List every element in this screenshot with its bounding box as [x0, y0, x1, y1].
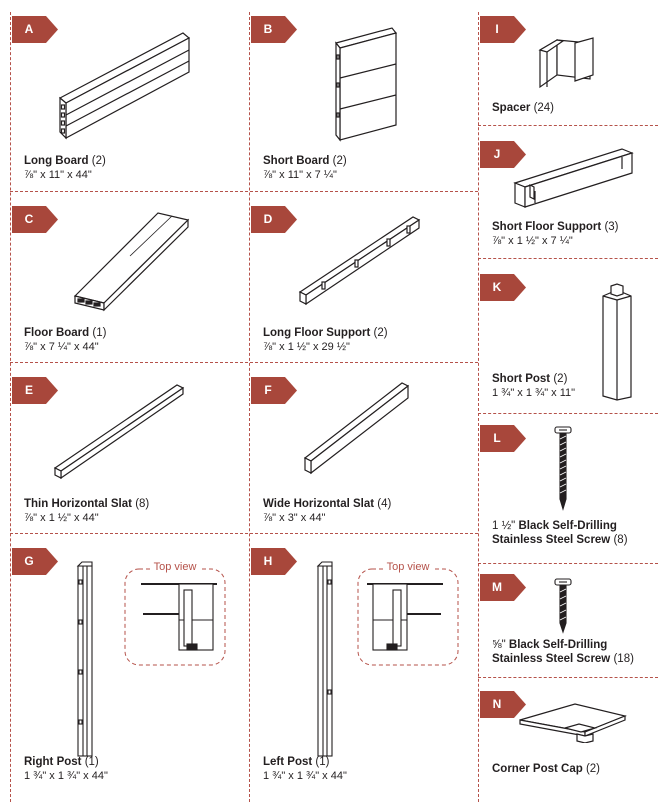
- divider-col2: [478, 12, 479, 802]
- corner-post-cap-icon: [515, 698, 630, 743]
- part-tag-j: J: [480, 141, 528, 168]
- short-post-icon: [597, 282, 637, 402]
- floor-board-icon: [70, 208, 195, 318]
- part-label-h: Left Post (1) 1 ¾" x 1 ¾" x 44": [263, 756, 347, 782]
- short-board-icon: [330, 25, 405, 145]
- part-tag-l: L: [480, 425, 528, 452]
- left-post-icon: [313, 560, 337, 760]
- divider-right-5: [478, 677, 658, 678]
- divider-col1: [249, 12, 250, 802]
- part-tag-a: A: [12, 16, 60, 43]
- part-label-j: Short Floor Support (3) ⅞" x 1 ½" x 7 ¼": [492, 221, 619, 247]
- part-label-g: Right Post (1) 1 ¾" x 1 ¾" x 44": [24, 756, 108, 782]
- divider-row2: [10, 362, 478, 363]
- right-post-topview: Top view: [124, 568, 226, 666]
- part-tag-c: C: [12, 206, 60, 233]
- part-label-e: Thin Horizontal Slat (8) ⅞" x 1 ½" x 44": [24, 498, 150, 524]
- part-label-n: Corner Post Cap (2): [492, 763, 601, 775]
- divider-right-3: [478, 413, 658, 414]
- part-tag-e: E: [12, 377, 60, 404]
- part-label-c: Floor Board (1) ⅞" x 7 ¼" x 44": [24, 327, 107, 353]
- divider-row1: [10, 191, 478, 192]
- part-label-m: ⅝" Black Self-Drilling Stainless Steel Screw (18): [492, 639, 634, 665]
- spacer-icon: [535, 35, 605, 95]
- divider-row3: [10, 533, 478, 534]
- right-post-icon: [74, 560, 98, 760]
- part-tag-b: B: [251, 16, 299, 43]
- part-label-i: Spacer (24): [492, 102, 555, 114]
- divider-right-1: [478, 125, 658, 126]
- divider-right-4: [478, 563, 658, 564]
- short-screw-icon: [553, 575, 573, 635]
- part-label-l: 1 ½" Black Self-Drilling Stainless Steel Screw (8): [492, 520, 628, 546]
- part-label-b: Short Board (2) ⅞" x 11" x 7 ¼": [263, 155, 347, 181]
- divider-right-2: [478, 258, 658, 259]
- part-tag-k: K: [480, 274, 528, 301]
- part-tag-f: F: [251, 377, 299, 404]
- left-post-topview: Top view: [357, 568, 459, 666]
- long-floor-support-icon: [295, 212, 430, 312]
- part-label-d: Long Floor Support (2) ⅞" x 1 ½" x 29 ½": [263, 327, 388, 353]
- divider-left: [10, 12, 11, 802]
- part-label-f: Wide Horizontal Slat (4) ⅞" x 3" x 44": [263, 498, 392, 524]
- long-screw-icon: [553, 423, 573, 513]
- part-tag-d: D: [251, 206, 299, 233]
- part-tag-h: H: [251, 548, 299, 575]
- part-tag-m: M: [480, 574, 528, 601]
- part-tag-n: N: [480, 691, 528, 718]
- wide-horizontal-slat-icon: [300, 378, 415, 478]
- part-tag-g: G: [12, 548, 60, 575]
- long-board-icon: [55, 28, 195, 143]
- part-label-k: Short Post (2) 1 ¾" x 1 ¾" x 11": [492, 373, 576, 399]
- part-label-a: Long Board (2) ⅞" x 11" x 44": [24, 155, 106, 181]
- part-tag-i: I: [480, 16, 528, 43]
- thin-horizontal-slat-icon: [50, 380, 190, 490]
- short-floor-support-icon: [510, 145, 645, 215]
